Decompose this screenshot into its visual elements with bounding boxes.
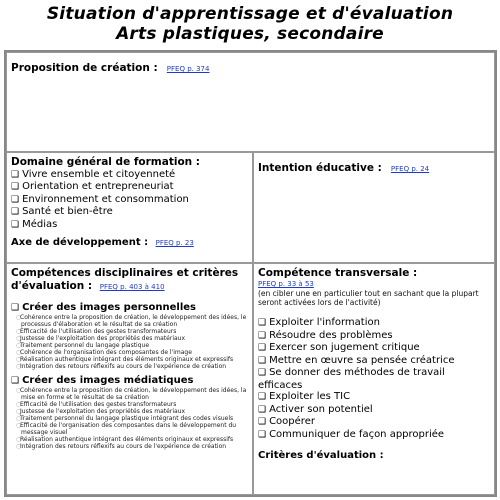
criterion-text: Réalisation authentique intégrant des éléments originaux et expressifs [20, 356, 234, 363]
checkbox-item[interactable] [258, 342, 490, 355]
checkbox-icon[interactable]: ❑ [11, 376, 20, 386]
criterion-text: Intégration des retours réflexifs au cours de l'expérience de création [20, 363, 227, 370]
checkbox-icon[interactable]: ❑ [258, 404, 267, 415]
criterion-item [11, 335, 248, 342]
transversale-note: (en cibler une en particulier tout en sachant que la plupart seront activées lors de l'activité) [258, 289, 479, 307]
bullet-icon: ○ [16, 363, 22, 370]
bullet-icon: ○ [16, 408, 22, 415]
checkbox-item[interactable] [258, 404, 490, 417]
criterion-item [11, 314, 248, 328]
checkbox-label: Mettre en œuvre sa pensée créatrice [269, 354, 455, 366]
checkbox-label: Vivre ensemble et citoyenneté [22, 169, 176, 180]
criterion-item [11, 342, 248, 349]
bullet-icon: ○ [16, 443, 22, 450]
checkbox-icon[interactable]: ❑ [11, 170, 20, 180]
criterion-text: Intégration des retours réflexifs au cours de l'expérience de création [20, 443, 227, 450]
bullet-icon: ○ [16, 387, 22, 394]
checkbox-icon[interactable]: ❑ [258, 330, 267, 341]
checkbox-item[interactable] [11, 206, 248, 218]
proposition-link[interactable]: PFEQ p. 374 [166, 65, 210, 73]
axe-heading-row [11, 237, 248, 249]
checkbox-icon[interactable]: ❑ [11, 303, 20, 313]
bullet-icon: ○ [16, 349, 22, 356]
proposition-heading: Proposition de création : [11, 62, 158, 74]
criterion-text: Justesse de l'exploitation des propriétés des matériaux [20, 335, 186, 342]
checkbox-item[interactable] [11, 181, 248, 193]
domaine-list [11, 169, 248, 231]
checkbox-item[interactable] [258, 416, 490, 429]
competence-groups [11, 302, 248, 450]
checkbox-label: Communiquer de façon appropriée [269, 428, 445, 440]
title-line-2: Arts plastiques, secondaire [116, 24, 384, 44]
checkbox-label: Exercer son jugement critique [269, 342, 420, 353]
criterion-text: Traitement personnel du langage plastique intégrant des codes visuels [20, 415, 234, 422]
checkbox-item[interactable] [258, 429, 490, 442]
checkbox-label: Résoudre des problèmes [269, 329, 393, 341]
checkbox-icon[interactable]: ❑ [11, 207, 20, 218]
competence-title[interactable] [11, 375, 248, 387]
criterion-item [11, 436, 248, 443]
domaine-heading: Domaine général de formation : [11, 156, 200, 168]
bullet-icon: ○ [16, 356, 22, 363]
checkbox-icon[interactable]: ❑ [11, 194, 20, 205]
criterion-text: Cohérence entre la proposition de création, le développement des idées, la mise en forme et le résultat de sa création [20, 387, 247, 401]
bullet-icon: ○ [16, 436, 22, 443]
bullet-icon: ○ [16, 335, 22, 342]
competences-heading-line2-row [11, 280, 248, 294]
axe-link[interactable]: PFEQ p. 23 [155, 239, 194, 248]
checkbox-icon[interactable]: ❑ [11, 182, 20, 193]
transversale-cell[interactable] [253, 263, 495, 495]
intention-cell[interactable] [253, 152, 495, 263]
bullet-icon: ○ [16, 415, 22, 422]
competence-title-label: Créer des images médiatiques [22, 375, 194, 386]
checkbox-label: Environnement et consommation [22, 193, 189, 205]
bullet-icon: ○ [16, 422, 22, 429]
form-frame [4, 50, 497, 497]
checkbox-item[interactable] [258, 367, 490, 391]
checkbox-label: Médias [22, 218, 58, 230]
document-title [0, 4, 500, 44]
criterion-text: Efficacité de l'organisation des composantes dans le développement du message visuel [20, 422, 237, 436]
checkbox-item[interactable] [258, 355, 490, 368]
transversale-link[interactable]: PFEQ p. 33 à 53 [258, 280, 314, 288]
criterion-text: Traitement personnel du langage plastique [20, 342, 150, 349]
checkbox-item[interactable] [11, 219, 248, 231]
title-line-1: Situation d'apprentissage et d'évaluation [46, 4, 454, 24]
criterion-text: Cohérence de l'organisation des composantes de l'image [20, 349, 192, 356]
criterion-item [11, 328, 248, 335]
competences-heading-line1: Compétences disciplinaires et critères [11, 267, 239, 279]
criterion-text: Cohérence entre la proposition de création, le développement des idées, le processus d'élaboration et le résultat de sa création [20, 314, 247, 328]
axe-heading: Axe de développement : [11, 237, 149, 249]
bullet-icon: ○ [16, 328, 22, 335]
transversale-heading: Compétence transversale : [258, 267, 418, 279]
criterion-item [11, 415, 248, 422]
criterion-item [11, 356, 248, 363]
competence-title-label: Créer des images personnelles [22, 302, 196, 313]
criterion-item [11, 443, 248, 450]
competences-heading-line2: d'évaluation : [11, 280, 93, 292]
domaine-cell[interactable] [6, 152, 253, 263]
intention-heading: Intention éducative : [258, 162, 382, 174]
checkbox-icon[interactable]: ❑ [258, 318, 267, 328]
criterion-text: Justesse de l'exploitation des propriétés des matériaux [20, 408, 186, 415]
bullet-icon: ○ [16, 342, 22, 349]
checkbox-icon[interactable]: ❑ [258, 343, 267, 353]
criterion-item [11, 408, 248, 415]
proposition-cell[interactable] [6, 52, 495, 152]
checkbox-icon[interactable]: ❑ [258, 392, 267, 402]
checkbox-icon[interactable]: ❑ [11, 219, 20, 230]
criterion-item [11, 387, 248, 401]
checkbox-label: Exploiter les TIC [269, 391, 351, 402]
checkbox-label: Se donner des méthodes de travail efficaces [258, 367, 445, 391]
checkbox-item[interactable] [258, 317, 490, 330]
checkbox-item[interactable] [11, 169, 248, 181]
transversale-list [258, 317, 490, 441]
checkbox-item[interactable] [11, 194, 248, 206]
criterion-text: Efficacité de l'utilisation des gestes transformateurs [20, 401, 177, 408]
criterion-item [11, 401, 248, 408]
checkbox-label: Santé et bien-être [22, 206, 113, 218]
competences-link[interactable]: PFEQ p. 403 à 410 [99, 283, 165, 291]
checkbox-item[interactable] [258, 391, 490, 404]
criterion-item [11, 363, 248, 370]
checkbox-icon[interactable]: ❑ [258, 368, 267, 378]
checkbox-label: Activer son potentiel [269, 403, 373, 415]
checkbox-icon[interactable]: ❑ [258, 417, 267, 427]
checkbox-label: Orientation et entrepreneuriat [22, 181, 174, 193]
criterion-text: Réalisation authentique intégrant des éléments originaux et expressifs [20, 436, 234, 443]
checkbox-item[interactable] [258, 330, 490, 343]
checkbox-icon[interactable]: ❑ [258, 429, 267, 440]
checkbox-icon[interactable]: ❑ [258, 355, 267, 366]
competences-cell[interactable] [6, 263, 253, 495]
competence-title[interactable] [11, 302, 248, 314]
intention-link[interactable]: PFEQ p. 24 [390, 165, 430, 173]
checkbox-label: Coopérer [269, 416, 315, 427]
criterion-item [11, 422, 248, 436]
checkbox-label: Exploiter l'information [269, 317, 380, 328]
criterion-text: Efficacité de l'utilisation des gestes transformateurs [20, 328, 177, 335]
criterion-item [11, 349, 248, 356]
bullet-icon: ○ [16, 401, 22, 408]
bullet-icon: ○ [16, 314, 22, 321]
criteres-heading: Critères d'évaluation : [258, 450, 384, 461]
